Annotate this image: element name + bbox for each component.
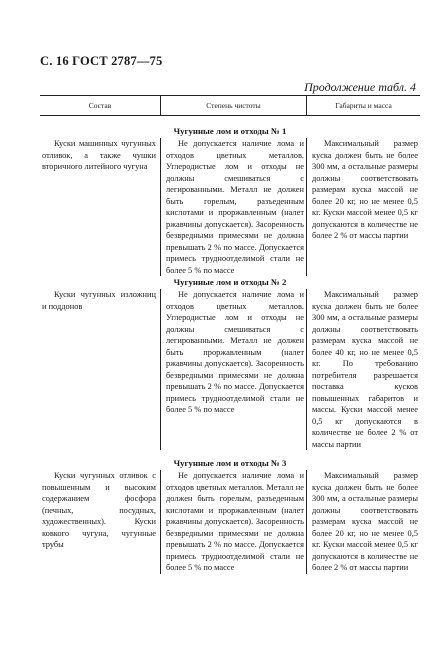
dimensions-cell: Максимальный размер куска должен быть не более 300 мм, а остальные размеры должны соответствовать размерам куска массой не более 20 кг, но не менее 0,5 кг. Куски массой менее 0,5 кг допускаются в количестве не более 2 % от массы партии xyxy=(306,138,420,276)
page-header: С. 16 ГОСТ 2787—75 xyxy=(40,54,163,68)
dimensions-cell: Максимальный размер куска должен быть не более 300 мм, а остальные размеры должны соответствовать размерам куска массой не более 20 кг, но не менее 0,5 кг. Куски массой менее 0,5 кг допускаются в количестве не более 2 % от массы партии xyxy=(306,470,420,574)
scrap-table xyxy=(40,95,420,574)
section-title: Чугунные лом и отходы № 1 xyxy=(173,126,287,136)
dimensions-cell: Максимальный размер куска должен быть не более 300 мм, а остальные размеры должны соответствовать размерам куска массой не более 40 кг, но не менее 0,5 кг. По требованию потребителя разрешается поставка кусков повышенных габаритов и массы. Куски массой менее 0,5 кг допускаются в количестве не более 2 % от массы партии xyxy=(306,289,420,450)
purity-cell: Не допускается наличие лома и отходов цветных металлов. Углеродистые лом и отходы не должны смешиваться с легированными. Металл не должен быть горелым, разъеденным кислотами и проржавленным (налет ржавчины допускается). Засоренность безвредными примесями не должна превышать 2 % по массе. Допускается примесь трудноотделимой стали не более 5 % по массе xyxy=(160,138,306,276)
table-continuation-label: Продолжение табл. 4 xyxy=(304,80,416,94)
column-header-composition: Состав xyxy=(88,101,112,110)
purity-cell: Не допускается наличие лома и отходов цветных металлов. Металл не должен быть горелым, разъеденным кислотами и проржавленным (налет ржавчины допускается). Засоренность безвредными примесями не должна превышать 2 % по массе. Допускается примесь трудноотделимой стали не более 5 % по массе xyxy=(160,470,306,574)
table-row xyxy=(40,470,420,574)
section-2 xyxy=(40,276,420,450)
column-header-purity: Степень чистоты xyxy=(160,96,306,115)
table-header xyxy=(40,96,420,116)
section-title: Чугунные лом и отходы № 3 xyxy=(173,458,287,468)
composition-cell: Куски чугунных изложниц и поддонов xyxy=(42,290,156,311)
composition-cell: Куски чугунных отливок с повышенным и высоким содержанием фосфора (печных, посудных, художественных). Куски ковкого чугуна, чугунные трубы xyxy=(42,471,156,549)
composition-cell: Куски машинных чугунных отливок, а также чушки вторичного литейного чугуна xyxy=(42,139,156,171)
section-3 xyxy=(40,450,420,574)
column-header-dimensions: Габариты и масса xyxy=(306,96,420,115)
section-1 xyxy=(40,116,420,276)
purity-cell: Не допускается наличие лома и отходов цветных металлов. Углеродистые лом и отходы не должны смешиваться с легированными. Металл не должен быть проржавленным (налет ржавчины допускается). Засоренность безвредными примесями не должна превышать 2 % по массе. Допускается примесь трудноотделимой стали не более 5 % по массе xyxy=(160,289,306,450)
section-title: Чугунные лом и отходы № 2 xyxy=(173,277,287,287)
table-row xyxy=(40,289,420,450)
table-row xyxy=(40,138,420,276)
